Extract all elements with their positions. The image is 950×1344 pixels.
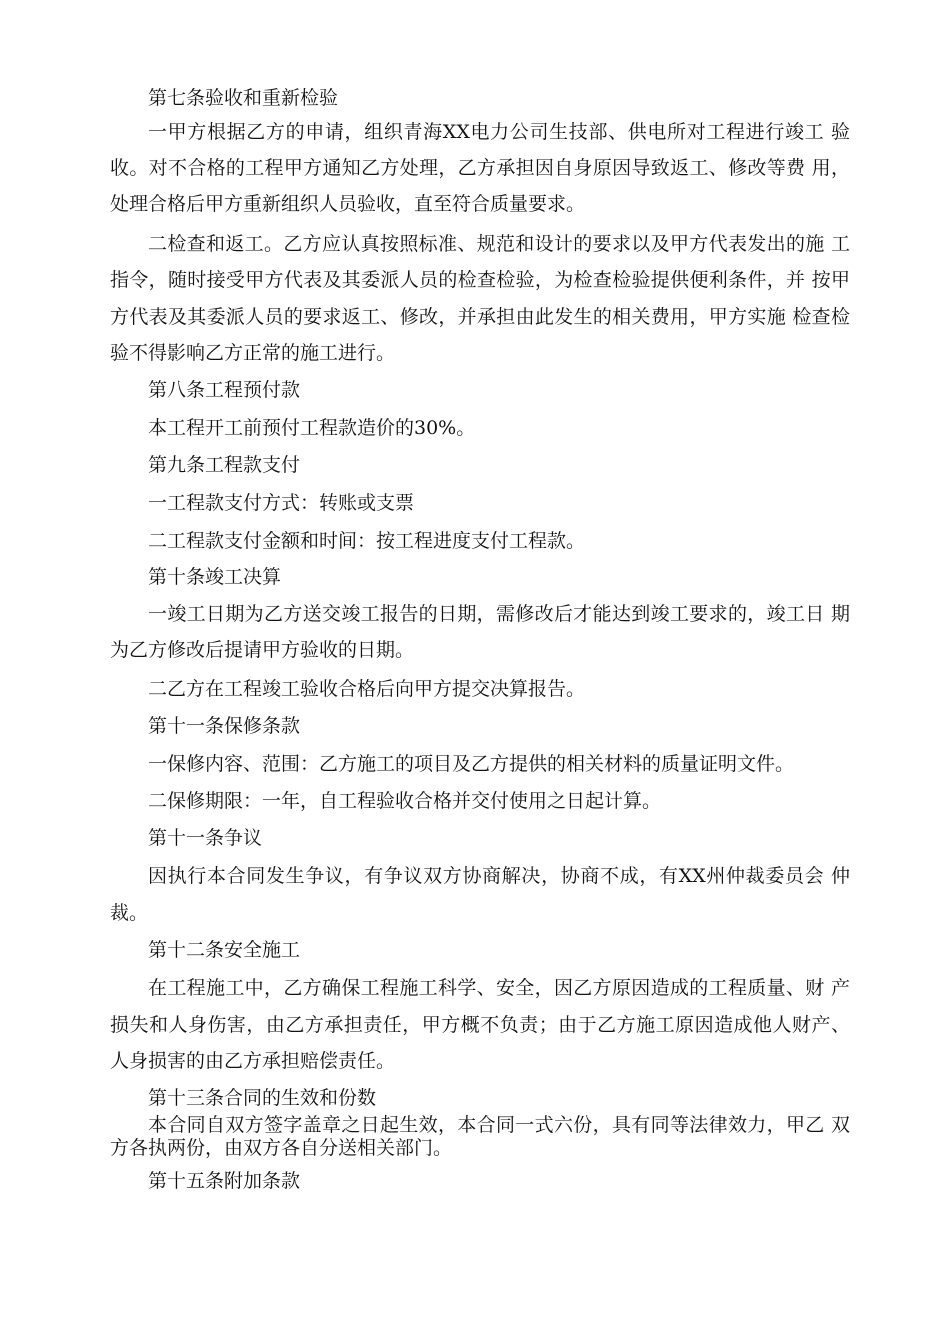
article-12-para-l2: 损失和人身伤害，由乙方承担责任，甲方概不负责；由于乙方施工原因造成他人财产、 — [110, 1014, 850, 1036]
article-12-heading: 第十二条安全施工 — [148, 939, 301, 961]
dispute-heading: 第十一条争议 — [148, 827, 263, 849]
article-7-para-2-l1: 二检查和返工。乙方应认真按照标准、规范和设计的要求以及甲方代表发出的施 工 — [148, 233, 850, 255]
article-13-heading: 第十三条合同的生效和份数 — [148, 1087, 377, 1109]
article-10-item-1-l1: 一竣工日期为乙方送交竣工报告的日期，需修改后才能达到竣工要求的，竣工日 期 — [148, 603, 850, 625]
dispute-para-l2: 裁。 — [110, 902, 149, 924]
article-8-heading: 第八条工程预付款 — [148, 379, 301, 401]
article-7-para-2-l2: 指令，随时接受甲方代表及其委派人员的检查检验，为检查检验提供便利条件，并 按甲 — [110, 269, 850, 291]
article-8-para: 本工程开工前预付工程款造价的30%。 — [148, 417, 476, 439]
article-15-heading: 第十五条附加条款 — [148, 1170, 301, 1192]
article-9-heading: 第九条工程款支付 — [148, 454, 301, 476]
article-7-para-2-l3: 方代表及其委派人员的要求返工、修改，并承担由此发生的相关费用，甲方实施 检查检 — [110, 306, 850, 328]
article-11-item-2: 二保修期限：一年，自工程验收合格并交付使用之日起计算。 — [148, 790, 662, 812]
article-7-para-2-l4: 验不得影响乙方正常的施工进行。 — [110, 342, 396, 364]
article-10-item-1-l2: 为乙方修改后提请甲方验收的日期。 — [110, 639, 415, 661]
article-10-item-2: 二乙方在工程竣工验收合格后向甲方提交决算报告。 — [148, 678, 586, 700]
dispute-para-l1: 因执行本合同发生争议，有争议双方协商解决，协商不成，有XX州仲裁委员会 仲 — [148, 865, 850, 887]
article-12-para-l3: 人身损害的由乙方承担赔偿责任。 — [110, 1050, 396, 1072]
article-7-heading: 第七条验收和重新检验 — [148, 87, 339, 109]
article-10-heading: 第十条竣工决算 — [148, 566, 282, 588]
article-7-para-1-l1: 一甲方根据乙方的申请，组织青海XX电力公司生技部、供电所对工程进行竣工 验 — [148, 121, 850, 143]
article-7-para-1-l3: 处理合格后甲方重新组织人员验收，直至符合质量要求。 — [110, 193, 586, 215]
article-9-item-2: 二工程款支付金额和时间：按工程进度支付工程款。 — [148, 530, 586, 552]
article-7-para-1-l2: 收。对不合格的工程甲方通知乙方处理，乙方承担因自身原因导致返工、修改等费 用， — [110, 157, 850, 179]
article-11-heading: 第十一条保修条款 — [148, 715, 301, 737]
article-12-para-l1: 在工程施工中，乙方确保工程施工科学、安全，因乙方原因造成的工程质量、财 产 — [148, 977, 850, 999]
article-13-para-l2: 方各执两份，由双方各自分送相关部门。 — [110, 1137, 453, 1159]
article-9-item-1: 一工程款支付方式：转账或支票 — [148, 492, 415, 514]
article-11-item-1: 一保修内容、范围：乙方施工的项目及乙方提供的相关材料的质量证明文件。 — [148, 753, 795, 775]
article-13-para-l1: 本合同自双方签字盖章之日起生效，本合同一式六份，具有同等法律效力，甲乙 双 — [148, 1114, 850, 1136]
